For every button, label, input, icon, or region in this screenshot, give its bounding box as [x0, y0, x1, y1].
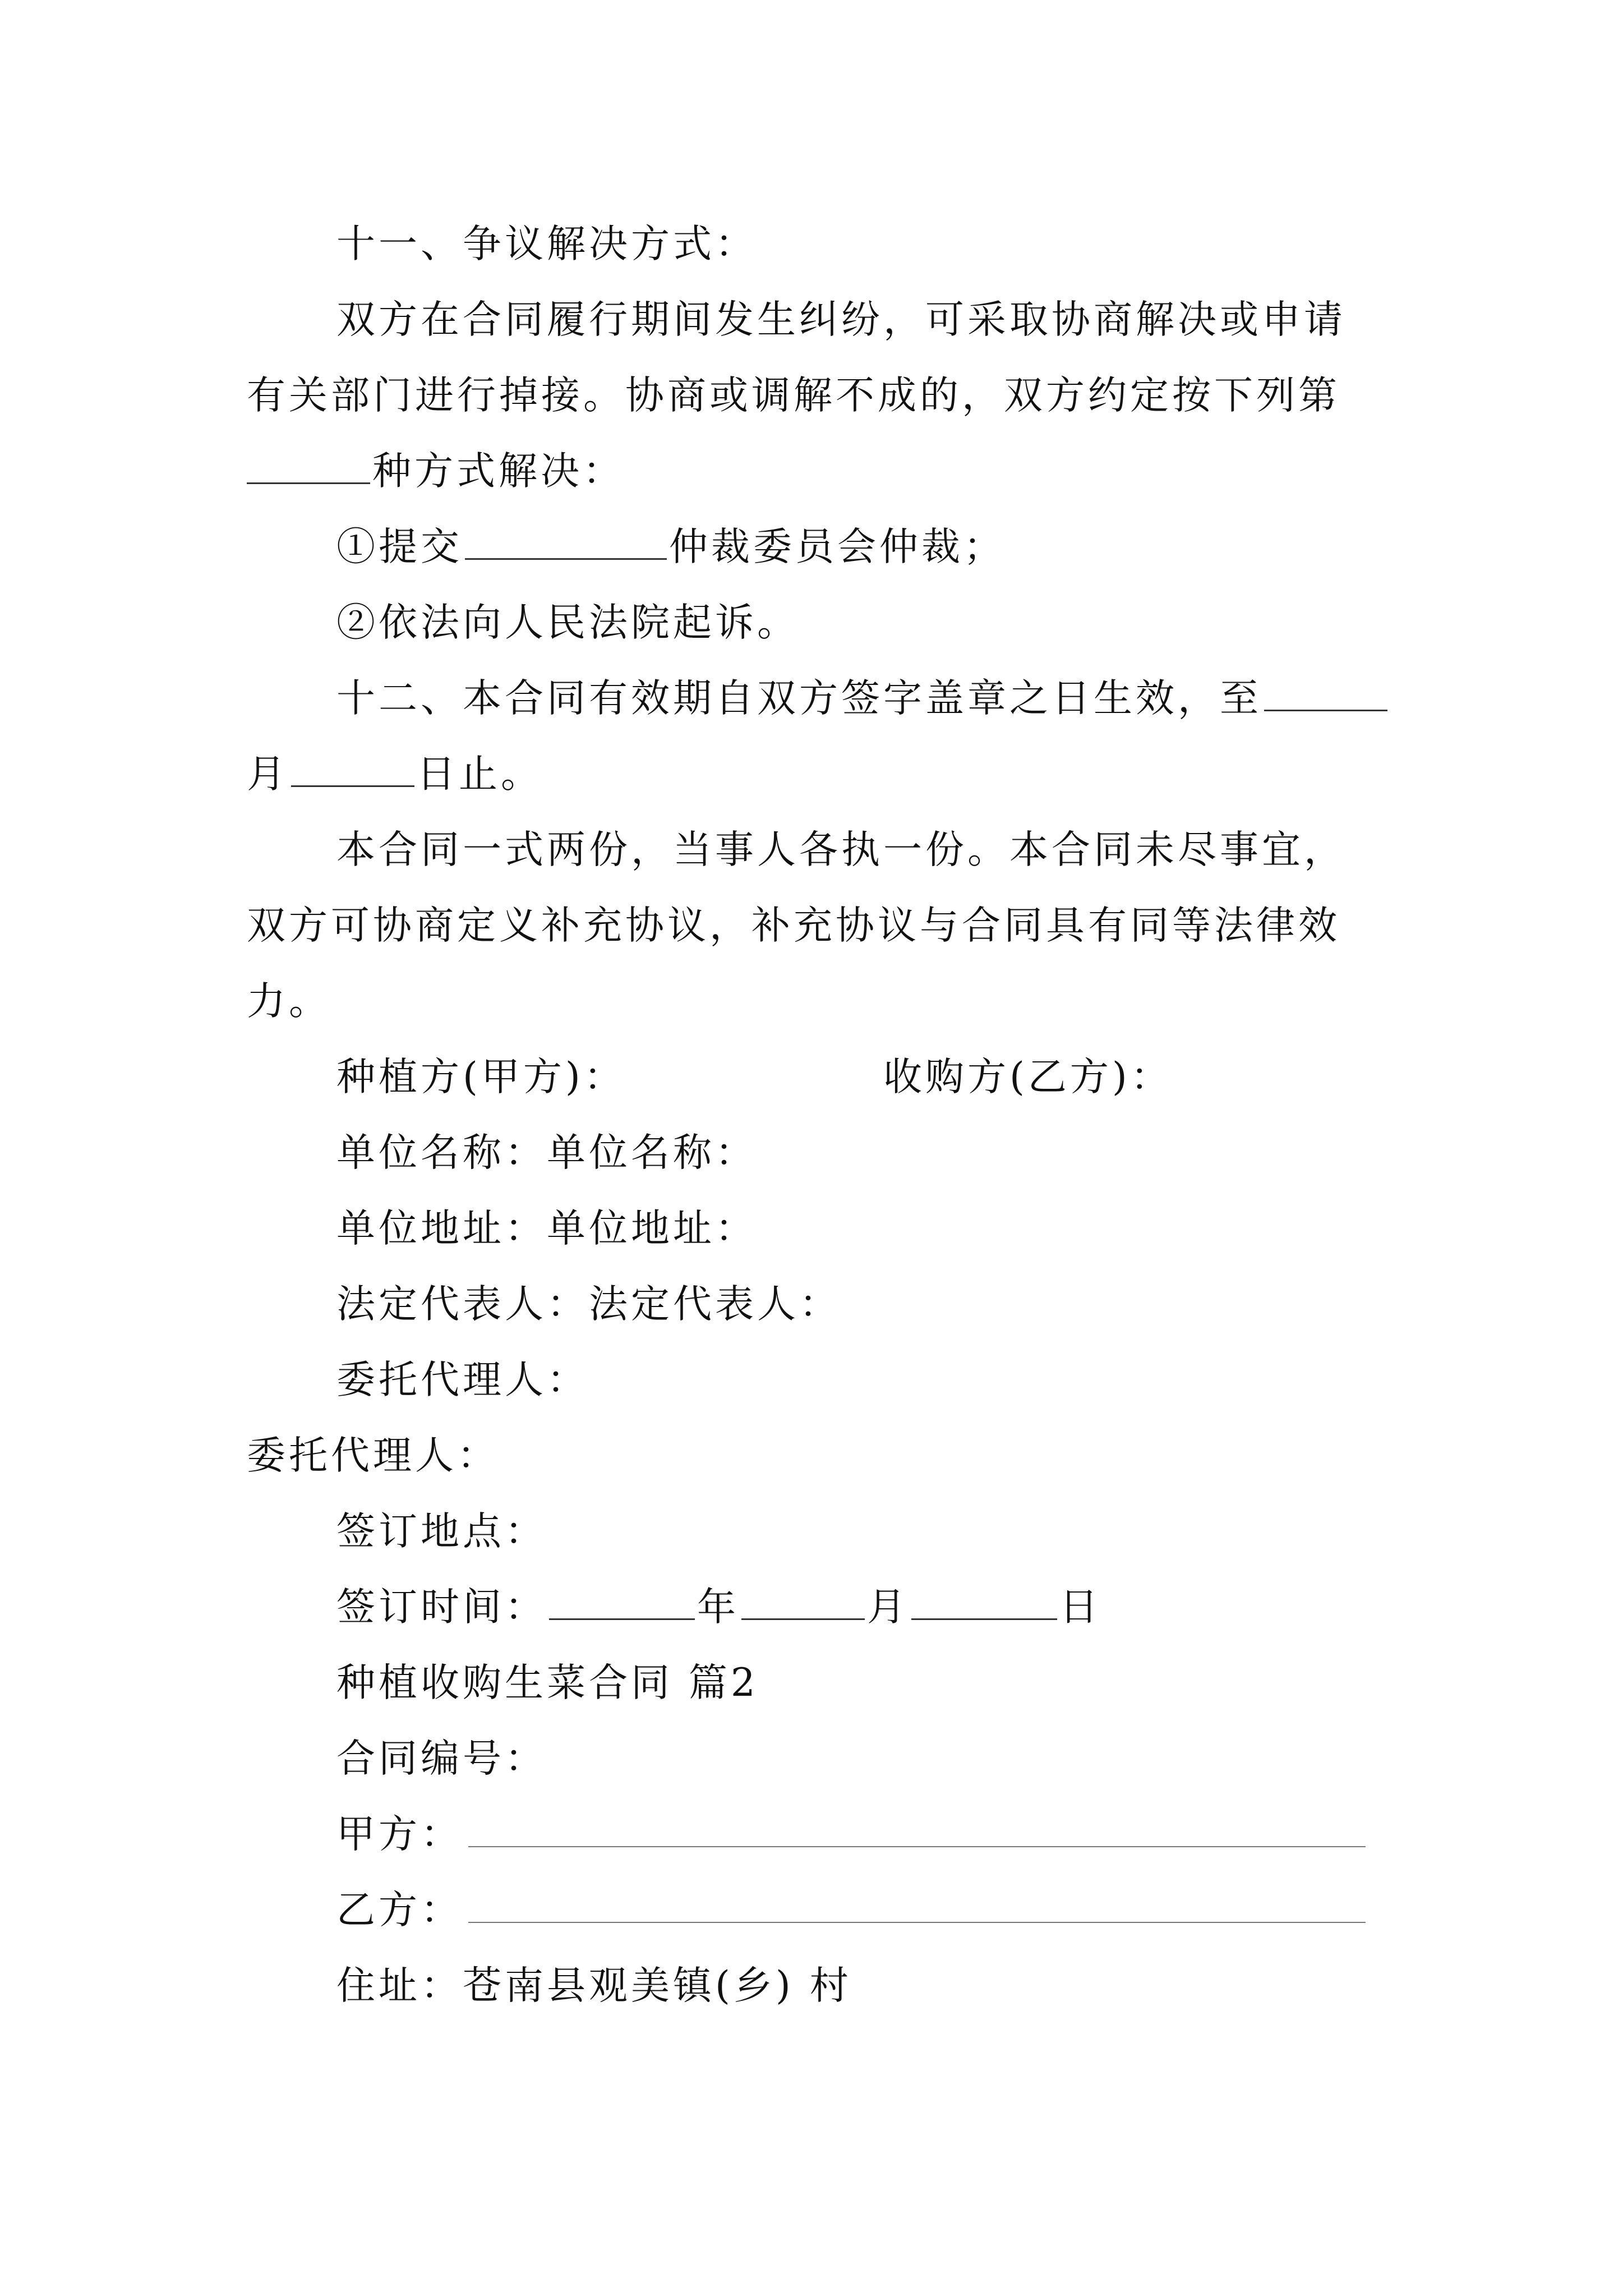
- section11-title: 十一、争议解决方式：: [336, 222, 757, 266]
- section11-paragraph-line1: 双方在合同履行期间发生纠纷，可采取协商解决或申请: [336, 297, 1346, 342]
- agent-a-row: 委托代理人：: [336, 1358, 589, 1402]
- unit-address-row: 单位地址：单位地址：: [336, 1206, 757, 1251]
- option-2: ②依法向人民法院起诉。: [336, 600, 799, 645]
- contract-number-row: 合同编号：: [336, 1736, 547, 1781]
- section11-paragraph-line2: 有关部门进行掉接。协商或调解不成的，双方约定按下列第: [247, 373, 1340, 418]
- day-blank: [911, 1584, 1057, 1620]
- arbitration-commission-blank: [465, 523, 667, 560]
- method-number-blank: [247, 448, 370, 484]
- contract2-title: 种植收购生菜合同 篇2: [336, 1660, 759, 1705]
- address-row: 住址：苍南县观美镇(乡) 村: [336, 1963, 852, 2008]
- party-b2-row: 乙方：: [336, 1882, 1366, 1938]
- validity-day-blank: [291, 751, 414, 787]
- unit-name-row: 单位名称：单位名称：: [336, 1130, 757, 1175]
- party-a2-blank: [468, 1811, 1366, 1847]
- option-1: ①提交 仲裁委员会仲裁；: [336, 524, 1006, 569]
- section11-paragraph-line3: 种方式解决：: [247, 443, 625, 499]
- copies-line1: 本合同一式两份，当事人各执一份。本合同未尽事宜，: [336, 827, 1346, 872]
- year-blank: [549, 1584, 695, 1620]
- agent-b-row: 委托代理人：: [247, 1433, 499, 1478]
- party-a-label: 种植方(甲方)：: [336, 1055, 626, 1099]
- party-b2-blank: [468, 1887, 1366, 1923]
- section12-line2: 月 日止。: [247, 752, 543, 797]
- party-a2-row: 甲方：: [336, 1806, 1366, 1862]
- copies-line2: 双方可协商定义补充协议，补充协议与合同具有同等法律效: [247, 903, 1340, 948]
- month-blank: [741, 1584, 865, 1620]
- copies-line3: 力。: [247, 979, 331, 1024]
- validity-end-blank: [1264, 675, 1387, 711]
- party-b-label: 收购方(乙方)：: [883, 1055, 1173, 1099]
- section12-line1: 十二、本合同有效期自双方签字盖章之日生效，至: [336, 670, 1390, 726]
- sign-place-row: 签订地点：: [336, 1509, 547, 1554]
- legal-rep-row: 法定代表人：法定代表人：: [336, 1282, 841, 1327]
- sign-time-row: 签订时间： 年 月 日: [336, 1585, 1101, 1630]
